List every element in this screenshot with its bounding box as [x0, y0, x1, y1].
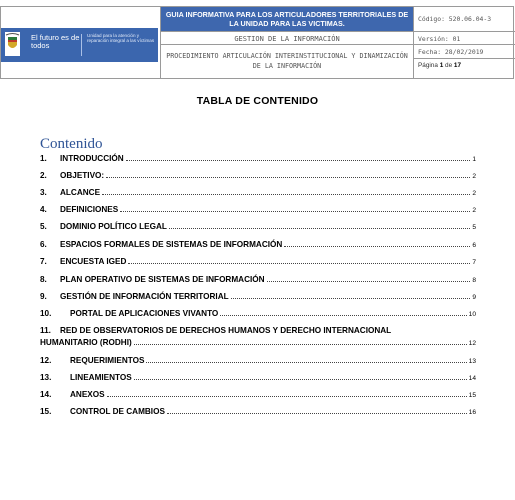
toc-title-line	[40, 337, 476, 349]
page-total: 17	[453, 62, 462, 69]
logo-cell	[1, 7, 161, 78]
page-of: de	[445, 62, 453, 69]
toc-entry-anexos[interactable]	[40, 389, 476, 401]
toc-title-continued: HUMANITARIO (RODHI)	[40, 338, 132, 347]
toc-leader	[134, 343, 467, 345]
toc-number: 5.	[40, 222, 47, 231]
toc-entry-espacios-formales[interactable]	[40, 239, 476, 251]
page-current: 1	[439, 62, 444, 69]
toc-leader	[169, 227, 470, 229]
toc-entry-introduccion[interactable]	[40, 153, 476, 165]
toc-title-line	[40, 325, 476, 337]
toc-number: 4.	[40, 205, 47, 214]
toc-title: DOMINIO POLÍTICO LEGAL	[60, 222, 167, 231]
toc-number: 1.	[40, 154, 47, 163]
toc-leader	[134, 378, 467, 380]
document-procedure: PROCEDIMIENTO ARTICULACIÓN INTERINSTITUCIONAL Y DINAMIZACIÓN DE LA INFORMACIÓN	[161, 45, 414, 78]
document-header	[0, 6, 514, 79]
toc-entry-control-cambios[interactable]	[40, 406, 476, 418]
document-title: GUIA INFORMATIVA PARA LOS ARTICULADORES TERRITORIALES DE LA UNIDAD PARA LAS VICTIMAS.	[161, 7, 414, 31]
toc-page: 14	[468, 375, 476, 382]
page-prefix: Página	[418, 62, 438, 69]
toc-title: PORTAL DE APLICACIONES VIVANTO	[70, 309, 219, 318]
toc-leader	[267, 280, 471, 282]
contents-title: Contenido	[40, 136, 103, 152]
document-version: Versión: 01	[414, 31, 515, 45]
toc-title: LINEAMIENTOS	[70, 373, 132, 382]
document-date: Fecha: 28/02/2019	[414, 45, 515, 59]
toc-page: 5	[472, 224, 476, 231]
toc-title: GESTIÓN DE INFORMACIÓN TERRITORIAL	[60, 292, 229, 301]
toc-leader	[284, 245, 470, 247]
coat-of-arms-icon	[5, 32, 20, 56]
toc-number: 6.	[40, 240, 47, 249]
toc-page: 12	[468, 340, 476, 347]
toc-heading: TABLA DE CONTENIDO	[196, 95, 319, 107]
toc-number: 7.	[40, 257, 47, 266]
logo-main-text: El futuro es de todos	[31, 33, 80, 50]
toc-page: 13	[468, 358, 476, 365]
toc-entry-plan-operativo[interactable]	[40, 274, 476, 286]
toc-entry-rodhi[interactable]	[40, 325, 476, 349]
toc-entry-lineamientos[interactable]	[40, 372, 476, 384]
toc-leader	[120, 210, 470, 212]
toc-leader	[126, 159, 471, 161]
toc-leader	[106, 176, 470, 178]
toc-number: 8.	[40, 275, 47, 284]
document-code: Código: 520.06.04-3	[418, 15, 492, 23]
toc-title: ANEXOS	[70, 390, 105, 399]
toc-page: 2	[472, 190, 476, 197]
toc-entry-alcance[interactable]	[40, 187, 476, 199]
toc-number: 10.	[40, 309, 52, 318]
toc-entry-portal-vivanto[interactable]	[40, 308, 476, 320]
toc-number: 3.	[40, 188, 47, 197]
toc-leader	[146, 361, 466, 363]
toc-entry-encuesta-iged[interactable]	[40, 256, 476, 268]
toc-title: ALCANCE	[60, 188, 101, 197]
toc-leader	[220, 314, 466, 316]
toc-page: 8	[472, 277, 476, 284]
logo-divider	[81, 34, 82, 56]
toc-title: DEFINICIONES	[60, 205, 119, 214]
toc-number: 12.	[40, 356, 52, 365]
toc-title: RED DE OBSERVATORIOS DE DERECHOS HUMANOS Y DERECHO INTERNACIONAL	[60, 326, 392, 335]
toc-page: 7	[472, 259, 476, 266]
toc-entry-dominio-politico-legal[interactable]	[40, 221, 476, 233]
toc-title: CONTROL DE CAMBIOS	[70, 407, 165, 416]
toc-title: REQUERIMIENTOS	[70, 356, 145, 365]
document-area: GESTION DE LA INFORMACIÓN	[161, 31, 414, 45]
toc-leader	[231, 297, 471, 299]
toc-title: ESPACIOS FORMALES DE SISTEMAS DE INFORMACIÓN	[60, 240, 283, 249]
logo-sub-text: Unidad para la atención y reparación integral a las víctimas	[87, 33, 155, 44]
toc-title: OBJETIVO:	[60, 171, 105, 180]
toc-page: 15	[468, 392, 476, 399]
toc-page: 6	[472, 242, 476, 249]
toc-page: 2	[472, 207, 476, 214]
toc-entry-objetivo[interactable]	[40, 170, 476, 182]
toc-leader	[167, 412, 467, 414]
toc-page: 16	[468, 409, 476, 416]
toc-page: 10	[468, 311, 476, 318]
toc-page: 1	[472, 156, 476, 163]
toc-title: ENCUESTA IGED	[60, 257, 127, 266]
toc-page: 2	[472, 173, 476, 180]
toc-number: 15.	[40, 407, 52, 416]
toc-leader	[128, 262, 470, 264]
toc-entry-requerimientos[interactable]	[40, 355, 476, 367]
toc-page: 9	[472, 294, 476, 301]
toc-title: INTRODUCCIÓN	[60, 154, 124, 163]
toc-number: 14.	[40, 390, 52, 399]
logo-banner	[1, 28, 158, 62]
page-number	[414, 59, 515, 78]
toc-number: 9.	[40, 292, 47, 301]
toc-entry-gestion-informacion[interactable]	[40, 291, 476, 303]
toc-number: 2.	[40, 171, 47, 180]
toc-leader	[102, 193, 470, 195]
toc-number: 13.	[40, 373, 52, 382]
toc-leader	[107, 395, 467, 397]
toc-title: PLAN OPERATIVO DE SISTEMAS DE INFORMACIÓN	[60, 275, 265, 284]
toc-entry-definiciones[interactable]	[40, 204, 476, 216]
toc-number: 11.	[40, 326, 51, 335]
